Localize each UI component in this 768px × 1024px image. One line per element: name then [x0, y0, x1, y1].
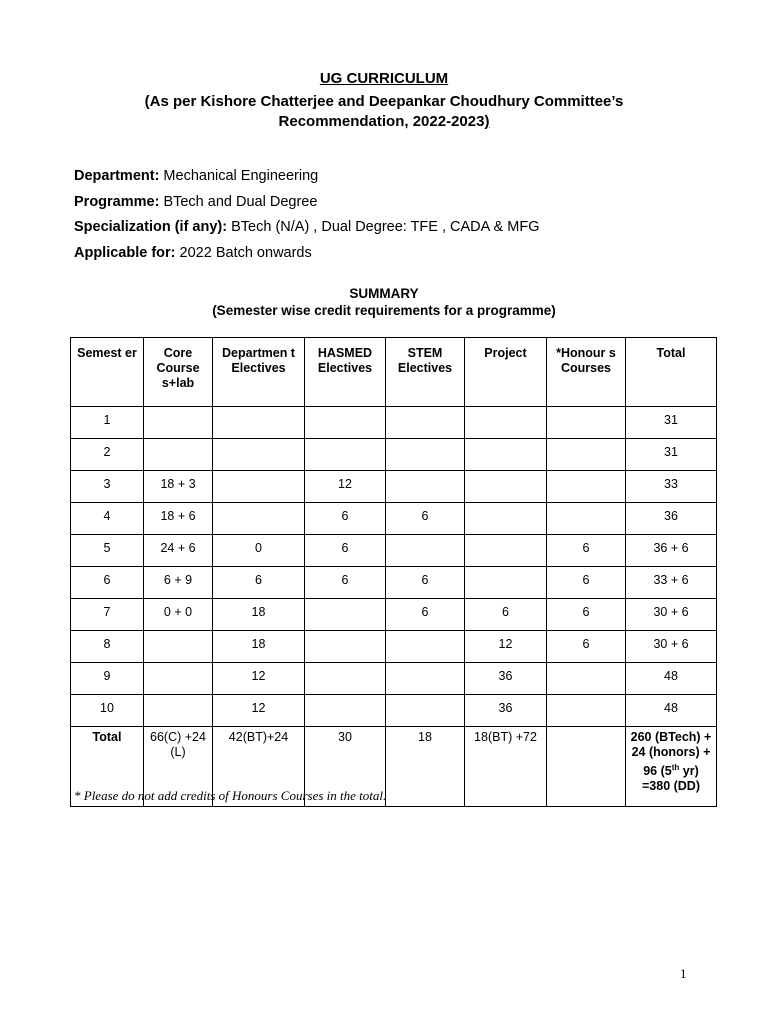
table-cell — [465, 567, 547, 599]
total-stem: 18 — [386, 727, 465, 807]
total-grand-pre: 260 (BTech) + 24 (honors) + 96 (5 — [630, 730, 712, 779]
total-dept: 42(BT)+24 — [213, 727, 305, 807]
page-number: 1 — [680, 966, 687, 981]
table-cell: 6 — [547, 631, 626, 663]
table-cell — [144, 695, 213, 727]
table-cell: 30 + 6 — [626, 599, 717, 631]
table-cell: 5 — [71, 535, 144, 567]
table-cell: 24 + 6 — [144, 535, 213, 567]
header-semester: Semest er — [71, 338, 144, 407]
table-row — [71, 439, 717, 471]
total-label: Total — [71, 727, 144, 807]
table-cell — [144, 407, 213, 439]
table-cell — [547, 503, 626, 535]
table-cell: 6 — [386, 599, 465, 631]
table-cell — [305, 695, 386, 727]
table-row — [71, 567, 717, 599]
table-cell — [465, 407, 547, 439]
table-cell: 18 + 6 — [144, 503, 213, 535]
applicable-label: Applicable for: — [74, 245, 176, 261]
header-core-courses: Core Course s+lab — [144, 338, 213, 407]
table-cell: 33 + 6 — [626, 567, 717, 599]
summary-subtitle: (Semester wise credit requirements for a programme) — [212, 303, 556, 318]
table-cell: 31 — [626, 439, 717, 471]
department-label: Department: — [74, 168, 160, 184]
table-cell — [547, 439, 626, 471]
doc-subtitle-line2 — [0, 112, 768, 132]
table-cell: 48 — [626, 663, 717, 695]
table-cell: 0 + 0 — [144, 599, 213, 631]
table-cell — [305, 407, 386, 439]
doc-subtitle-line1 — [0, 92, 768, 112]
subtitle-close-paren: ) — [484, 113, 490, 130]
table-row — [71, 471, 717, 503]
table-row — [71, 535, 717, 567]
table-cell: 12 — [305, 471, 386, 503]
table-row — [71, 695, 717, 727]
table-cell: 6 — [213, 567, 305, 599]
total-grand — [626, 727, 717, 807]
total-hasmed: 30 — [305, 727, 386, 807]
table-cell — [547, 663, 626, 695]
total-grand-post: yr) =380 (DD) — [641, 764, 700, 794]
table-cell — [465, 471, 547, 503]
table-cell — [386, 407, 465, 439]
total-grand-sup: th — [671, 763, 680, 772]
table-cell: 18 — [213, 599, 305, 631]
table-row — [71, 663, 717, 695]
table-row — [71, 599, 717, 631]
programme-label: Programme: — [74, 194, 160, 210]
table-cell — [213, 471, 305, 503]
header-hasmed-electives: HASMED Electives — [305, 338, 386, 407]
credit-table — [70, 337, 717, 807]
table-cell: 6 — [386, 567, 465, 599]
table-cell — [144, 663, 213, 695]
table-cell: 8 — [71, 631, 144, 663]
footnote: * Please do not add credits of Honours Courses in the total. — [74, 788, 387, 803]
table-row — [71, 503, 717, 535]
department-value: Mechanical Engineering — [159, 168, 319, 184]
programme-value: BTech and Dual Degree — [159, 194, 318, 210]
total-project: 18(BT) +72 — [465, 727, 547, 807]
table-cell: 12 — [465, 631, 547, 663]
table-cell: 36 — [465, 663, 547, 695]
table-cell — [144, 439, 213, 471]
table-cell: 30 + 6 — [626, 631, 717, 663]
table-cell: 2 — [71, 439, 144, 471]
table-row — [71, 631, 717, 663]
table-body — [71, 407, 717, 807]
department-line — [74, 167, 318, 185]
table-cell — [213, 503, 305, 535]
table-cell — [547, 471, 626, 503]
table-cell: 0 — [213, 535, 305, 567]
table-cell — [386, 663, 465, 695]
table-cell: 36 + 6 — [626, 535, 717, 567]
table-cell: 10 — [71, 695, 144, 727]
table-cell — [305, 663, 386, 695]
table-cell: 6 — [71, 567, 144, 599]
table-cell: 6 — [547, 535, 626, 567]
table-cell — [465, 439, 547, 471]
header-total: Total — [626, 338, 717, 407]
header-department-electives: Departmen t Electives — [213, 338, 305, 407]
programme-line — [74, 193, 317, 211]
subtitle-text-1: As per Kishore Chatterjee and Deepankar Choudhury Committee’s — [149, 93, 624, 110]
table-cell — [144, 631, 213, 663]
total-honours — [547, 727, 626, 807]
table-row — [71, 407, 717, 439]
table-cell: 12 — [213, 663, 305, 695]
specialization-value: BTech (N/A) , Dual Degree: TFE , CADA & MFG — [227, 219, 540, 235]
table-cell: 4 — [71, 503, 144, 535]
specialization-line — [74, 218, 539, 236]
table-cell: 48 — [626, 695, 717, 727]
table-cell — [305, 631, 386, 663]
table-cell — [386, 439, 465, 471]
table-cell: 18 + 3 — [144, 471, 213, 503]
table-cell: 12 — [213, 695, 305, 727]
doc-title: UG CURRICULUM — [319, 70, 449, 87]
table-cell — [386, 535, 465, 567]
table-cell — [465, 535, 547, 567]
subtitle-open-paren: ( — [144, 93, 150, 110]
table-cell — [386, 471, 465, 503]
table-cell: 6 — [305, 535, 386, 567]
applicable-value: 2022 Batch onwards — [175, 245, 312, 261]
table-cell — [465, 503, 547, 535]
table-cell: 36 — [465, 695, 547, 727]
header-honours-courses: *Honour s Courses — [547, 338, 626, 407]
header-project: Project — [465, 338, 547, 407]
table-cell: 9 — [71, 663, 144, 695]
table-cell: 36 — [626, 503, 717, 535]
table-cell: 6 — [465, 599, 547, 631]
table-cell — [213, 407, 305, 439]
table-header-row — [71, 338, 717, 407]
total-core: 66(C) +24 (L) — [144, 727, 213, 807]
subtitle-text-2: Recommendation, 2022-2023 — [278, 113, 485, 130]
table-cell — [213, 439, 305, 471]
table-cell — [305, 439, 386, 471]
table-cell: 31 — [626, 407, 717, 439]
table-cell: 18 — [213, 631, 305, 663]
table-cell — [305, 599, 386, 631]
header-stem-electives: STEM Electives — [386, 338, 465, 407]
table-cell: 7 — [71, 599, 144, 631]
table-cell — [547, 695, 626, 727]
table-cell: 6 — [547, 567, 626, 599]
table-cell: 33 — [626, 471, 717, 503]
table-cell: 6 — [386, 503, 465, 535]
table-cell: 3 — [71, 471, 144, 503]
applicable-line — [74, 244, 312, 262]
table-cell: 6 — [305, 567, 386, 599]
table-cell: 6 — [305, 503, 386, 535]
specialization-label: Specialization (if any): — [74, 219, 228, 235]
table-cell: 1 — [71, 407, 144, 439]
table-cell — [386, 695, 465, 727]
summary-title: SUMMARY — [349, 286, 419, 301]
table-cell — [386, 631, 465, 663]
table-cell — [547, 407, 626, 439]
table-cell: 6 + 9 — [144, 567, 213, 599]
table-cell: 6 — [547, 599, 626, 631]
